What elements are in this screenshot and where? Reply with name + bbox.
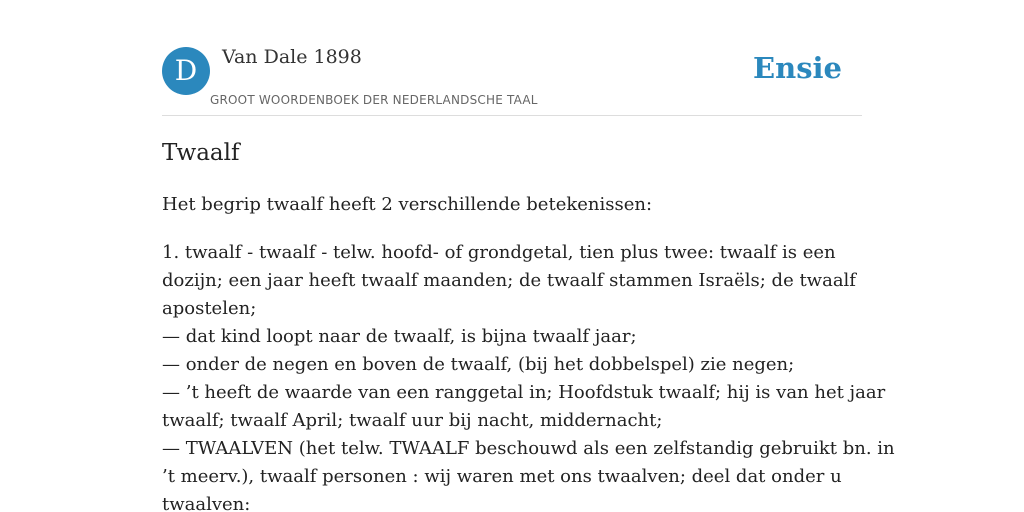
definition-text — [162, 239, 895, 512]
definition-line: — onder de negen en boven de twaalf, (bij het dobbelspel) zie negen; — [162, 354, 795, 375]
definition-line: — ’t heeft de waarde van een ranggetal in; Hoofdstuk twaalf; hij is van het jaar — [162, 382, 886, 403]
definition-line: twaalven: — [162, 494, 251, 512]
source-title[interactable]: Van Dale 1898 — [222, 46, 362, 68]
source-avatar[interactable]: D — [162, 47, 210, 95]
entry-intro: Het begrip twaalf heeft 2 verschillende betekenissen: — [162, 194, 653, 215]
definition-line: — dat kind loopt naar de twaalf, is bijna twaalf jaar; — [162, 326, 637, 347]
definition-line: ’t meerv.), twaalf personen : wij waren met ons twaalven; deel dat onder u — [162, 466, 842, 487]
page — [162, 0, 895, 512]
definition-line: dozijn; een jaar heeft twaalf maanden; de twaalf stammen Israëls; de twaalf — [162, 270, 856, 291]
header-divider — [162, 115, 862, 116]
definition-line: 1. twaalf - twaalf - telw. hoofd- of grondgetal, tien plus twee: twaalf is een — [162, 242, 836, 263]
source-subtitle: GROOT WOORDENBOEK DER NEDERLANDSCHE TAAL — [210, 93, 538, 107]
definition-line: — TWAALVEN (het telw. TWAALF beschouwd als een zelfstandig gebruikt bn. in — [162, 438, 895, 459]
brand-logo[interactable]: Ensie — [753, 51, 842, 85]
definition-line: apostelen; — [162, 298, 257, 319]
entry-title: Twaalf — [162, 140, 240, 166]
definition-line: twaalf; twaalf April; twaalf uur bij nacht, middernacht; — [162, 410, 663, 431]
